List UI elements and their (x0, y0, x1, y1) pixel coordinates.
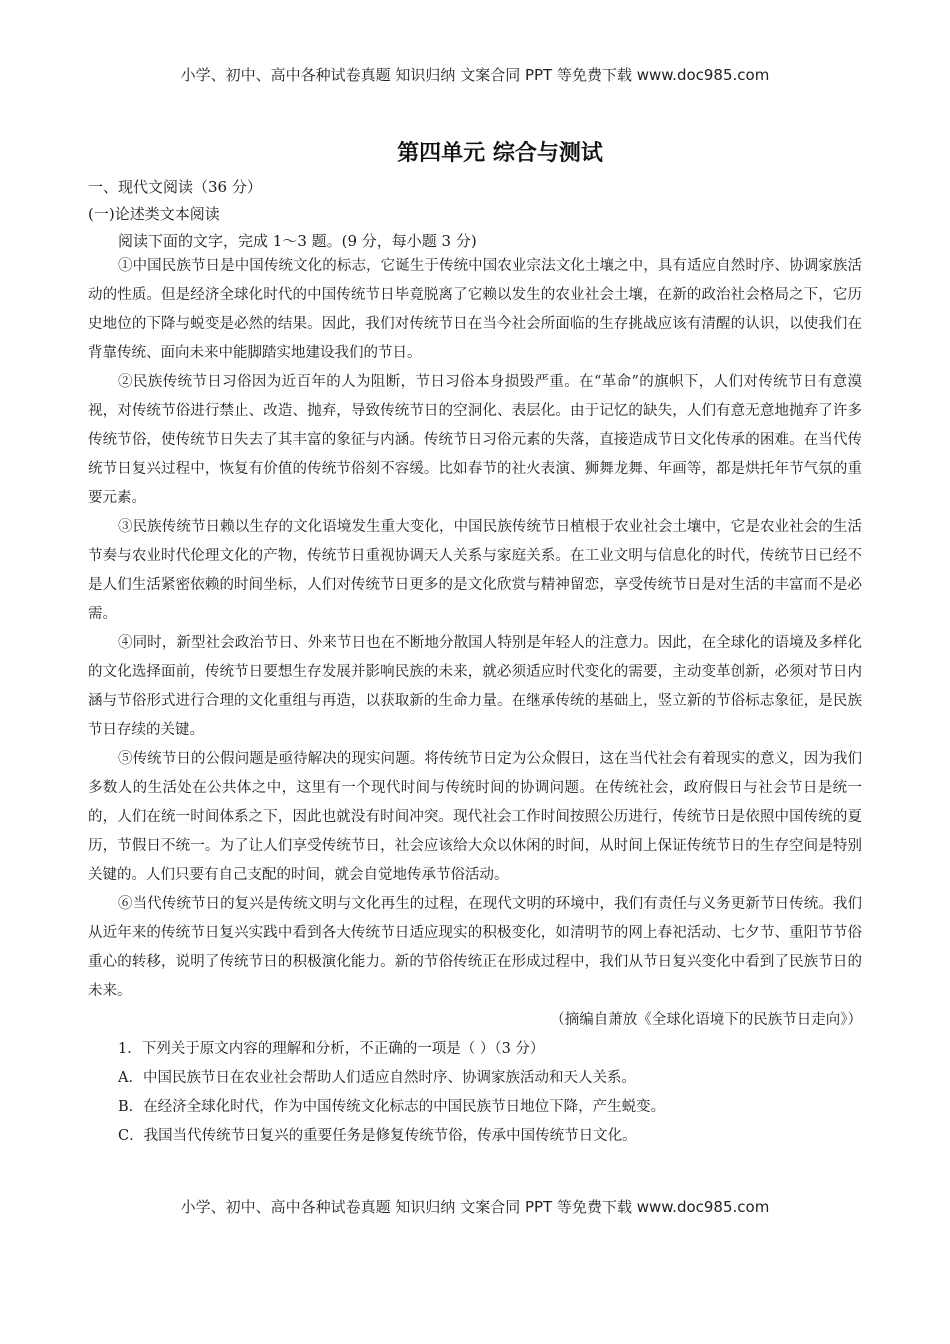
passage-paragraph-1: ①中国民族节日是中国传统文化的标志，它诞生于传统中国农业宗法文化土壤之中，具有适应自然时序、协调家族活动的性质。但是经济全球化时代的中国传统节日毕竟脱离了它赖以发生的农业社会土壤，在新的政治社会格局之下，它历史地位的下降与蜕变是必然的结果。因此，我们对传统节日在当今社会所面临的生存挑战应该有清醒的认识，以使我们在背靠传统、面向未来中能脚踏实地建设我们的节日。 (88, 258, 862, 361)
question-1-stem: 1．下列关于原文内容的理解和分析，不正确的一项是（ ）（3 分） (118, 1041, 545, 1057)
passage-paragraph-6: ⑥当代传统节日的复兴是传统文明与文化再生的过程，在现代文明的环境中，我们有责任与义务更新节日传统。我们从近年来的传统节日复兴实践中看到各大传统节日适应现实的积极变化，如清明节的网上春祀活动、七夕节、重阳节节俗重心的转移，说明了传统节日的积极演化能力。新的节俗传统正在形成过程中，我们从节日复兴变化中看到了民族节日的未来。 (88, 896, 862, 999)
passage-paragraph-2: ②民族传统节日习俗因为近百年的人为阻断，节日习俗本身损毁严重。在“革命”的旗帜下，人们对传统节日有意漠视，对传统节俗进行禁止、改造、抛弃，导致传统节日的空洞化、表层化。由于记忆的缺失，人们有意无意地抛弃了许多传统节俗，使传统节日失去了其丰富的象征与内涵。传统节日习俗元素的失落，直接造成节日文化传承的困难。在当代传统节日复兴过程中，恢复有价值的传统节俗刻不容缓。比如春节的社火表演、狮舞龙舞、年画等，都是烘托年节气氛的重要元素。 (88, 374, 862, 506)
reading-instruction: 阅读下面的文字，完成 1～3 题。(9 分，每小题 3 分) (118, 232, 477, 250)
passage-paragraph-5: ⑤传统节日的公假问题是亟待解决的现实问题。将传统节日定为公众假日，这在当代社会有着现实的意义，因为我们多数人的生活处在公共体之中，这里有一个现代时间与传统时间的协调问题。在传统社会，政府假日与社会节日是统一的，人们在统一时间体系之下，因此也就没有时间冲突。现代社会工作时间按照公历进行，传统节日是依照中国传统的夏历，节假日不统一。为了让人们享受传统节日，社会应该给大众以休闲的时间，从时间上保证传统节日的生存空间是特别关键的。人们只要有自己支配的时间，就会自觉地传承节俗活动。 (88, 751, 862, 883)
subsection-heading: (一)论述类文本阅读 (88, 205, 220, 223)
page-title: 第四单元 综合与测试 (397, 141, 603, 166)
page-header: 小学、初中、高中各种试卷真题 知识归纳 文案合同 PPT 等免费下载 www.doc985.com (180, 66, 770, 84)
section-heading: 一、现代文阅读（36 分） (88, 178, 262, 196)
passage-source: （摘编自萧放《全球化语境下的民族节日走向》） (550, 1012, 862, 1028)
passage-paragraph-4: ④同时，新型社会政治节日、外来节日也在不断地分散国人特别是年轻人的注意力。因此，在全球化的语境及多样化的文化选择面前，传统节日要想生存发展并影响民族的未来，就必须适应时代变化的需要，主动变革创新，必须对节日内涵与节俗形式进行合理的文化重组与再造，以获取新的生命力量。在继承传统的基础上，竖立新的节俗标志象征，是民族节日存续的关键。 (88, 635, 862, 738)
question-1-option-c: C．我国当代传统节日复兴的重要任务是修复传统节俗，传承中国传统节日文化。 (118, 1128, 637, 1144)
question-1-option-b: B．在经济全球化时代，作为中国传统文化标志的中国民族节日地位下降，产生蜕变。 (118, 1099, 666, 1115)
question-1-option-a: A．中国民族节日在农业社会帮助人们适应自然时序、协调家族活动和天人关系。 (118, 1070, 636, 1086)
passage-paragraph-3: ③民族传统节日赖以生存的文化语境发生重大变化，中国民族传统节日植根于农业社会土壤中，它是农业社会的生活节奏与农业时代伦理文化的产物，传统节日重视协调天人关系与家庭关系。在工业文明与信息化的时代，传统节日已经不是人们生活紧密依赖的时间坐标，人们对传统节日更多的是文化欣赏与精神留恋，享受传统节日是对生活的丰富而不是必需。 (88, 519, 862, 622)
page-footer: 小学、初中、高中各种试卷真题 知识归纳 文案合同 PPT 等免费下载 www.doc985.com (180, 1198, 770, 1216)
exam-content (88, 176, 862, 1151)
